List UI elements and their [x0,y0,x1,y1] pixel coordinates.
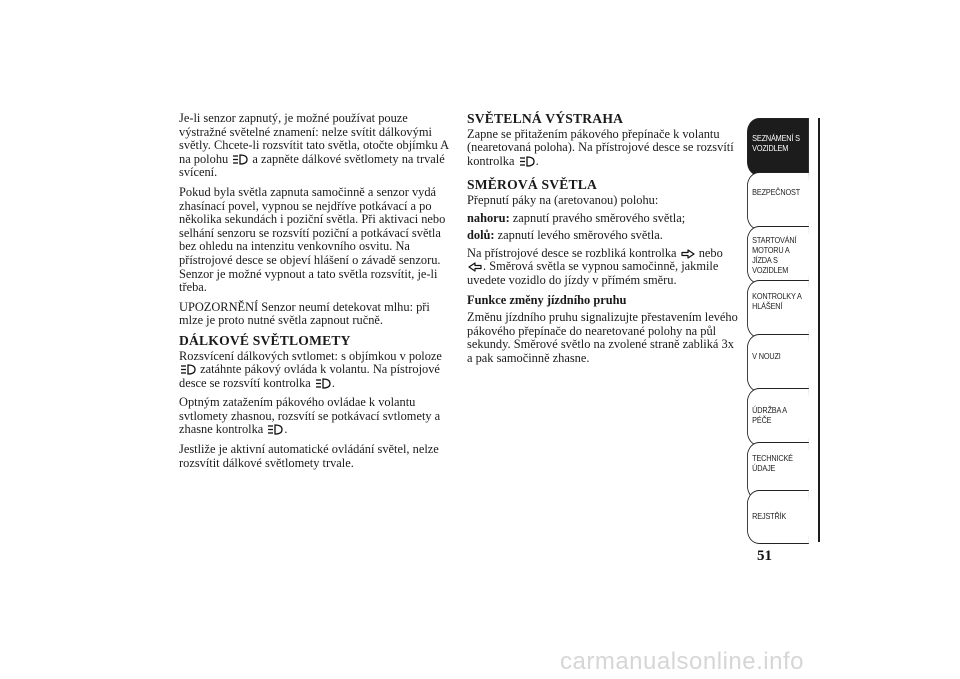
tab-divider [818,118,820,542]
paragraph-up: nahoru: zapnutí pravého směrového světla; [467,210,686,225]
label-up: nahoru: [467,210,510,225]
left-turn-arrow-icon [468,262,482,272]
heading-turn-signals: SMĚROVÁ SVĚTLA [467,177,598,193]
tab-label: KONTROLKY A HLÁŠENÍ [752,291,802,311]
tab-label: TECHNICKÉ ÚDAJE [752,453,793,473]
tab-startovani[interactable] [747,226,809,284]
paragraph-lane-change: Změnu jízdního pruhu signalizujte přestavením levého pákového přepínače do nearetované polohy na půl sekundy. Směrové světlo na zvolené straně zabliká 3x a pak samočinně zhasne. [467,310,738,365]
high-beam-indicator-icon [180,364,196,375]
label-down: dolů: [467,228,495,243]
tab-label: STARTOVÁNÍ MOTORU A JÍZDA S VOZIDLEM [752,235,797,275]
paragraph-lever-positions: Přepnutí páky na (aretovanou) polohu: [467,192,659,207]
tab-label: BEZPEČNOST [752,187,800,197]
high-beam-indicator-icon [232,154,248,165]
paragraph-warning-fog: UPOZORNĚNÍ Senzor neumí detekovat mlhu: při mlze je proto nutné světla zapnout ručně. [179,299,430,328]
paragraph-high-beam-on: Rozsvícení dálkových svtlomet: s objímkou v poloze zatáhnte pákový ovláda k volantu. Na pístrojové desce se rozsvítí kontrolka . [179,348,442,390]
left-column [179,112,451,476]
watermark: carmanualsonline.info [560,648,804,675]
tab-label: ÚDRŽBA A PÉČE [752,405,787,425]
subheading-lane-change: Funkce změny jízdního pruhu [467,292,627,307]
high-beam-indicator-icon [267,424,283,435]
right-column [467,112,739,372]
tab-bezpecnost[interactable] [747,172,809,230]
heading-light-signal: SVĚTELNÁ VÝSTRAHA [467,111,624,126]
heading-high-beams: DÁLKOVÉ SVĚTLOMETY [179,332,351,348]
tab-rejstrik[interactable] [747,490,809,544]
paragraph-auto-off: Pokud byla světla zapnuta samočinně a senzor vydá zhasínací povel, vypnou se nejdříve potkávací a po několika sekundách i poziční světla. Při aktivaci nebo selhání senzoru se rozsvítí poziční a potkávací světla bez ohledu na intenzitu venkovního osvitu. Na přístrojové desce se objeví hlášení o závadě senzoru. Senzor je možné vypnout a tato světla rozsvítit, je-li třeba. [179,184,446,295]
high-beam-indicator-icon [519,156,535,167]
paragraph-sensor-on: Je-li senzor zapnutý, je možné používat pouze výstražné světelné znamení: nelze svítit dálkovými světly. Chcete-li rozsvítit tato světla, otočte objímku A na polohu a zapněte dálkové světlomety na trvalé svícení. [179,111,449,180]
page-number: 51 [757,548,772,564]
paragraph-flash: Zapne se přitažením pákového přepínače k volantu (nearetovaná poloha). Na přístrojové desce se rozsvítí kontrolka . [467,126,734,168]
tab-v-nouzi[interactable] [747,334,809,392]
tab-udrzba[interactable] [747,388,809,446]
tab-seznameni[interactable] [747,118,809,176]
tab-label: SEZNÁMENÍ S VOZIDLEM [752,133,800,153]
right-turn-arrow-icon [681,249,695,259]
paragraph-high-beam-off: Optným zatažením pákového ovládae k volantu svtlomety zhasnou, rozsvítí se potkávací svtlomety a zhasne kontrolka . [179,395,441,437]
paragraph-auto-note: Jestliže je aktivní automatické ovládání světel, nelze rozsvítit dálkové světlomety trvale. [179,442,439,470]
tab-kontrolky[interactable] [747,280,809,338]
paragraph-turn-indicator: Na přístrojové desce se rozbliká kontrolka nebo . Směrová světla se vypnou samočinně, jakmile uvedete vozidlo do jízdy v přímém směru. [467,245,723,287]
tab-label: V NOUZI [752,351,781,361]
high-beam-indicator-icon [315,378,331,389]
tab-label: REJSTŘÍK [752,511,787,521]
paragraph-down: dolů: zapnutí levého směrového světla. [467,228,663,243]
